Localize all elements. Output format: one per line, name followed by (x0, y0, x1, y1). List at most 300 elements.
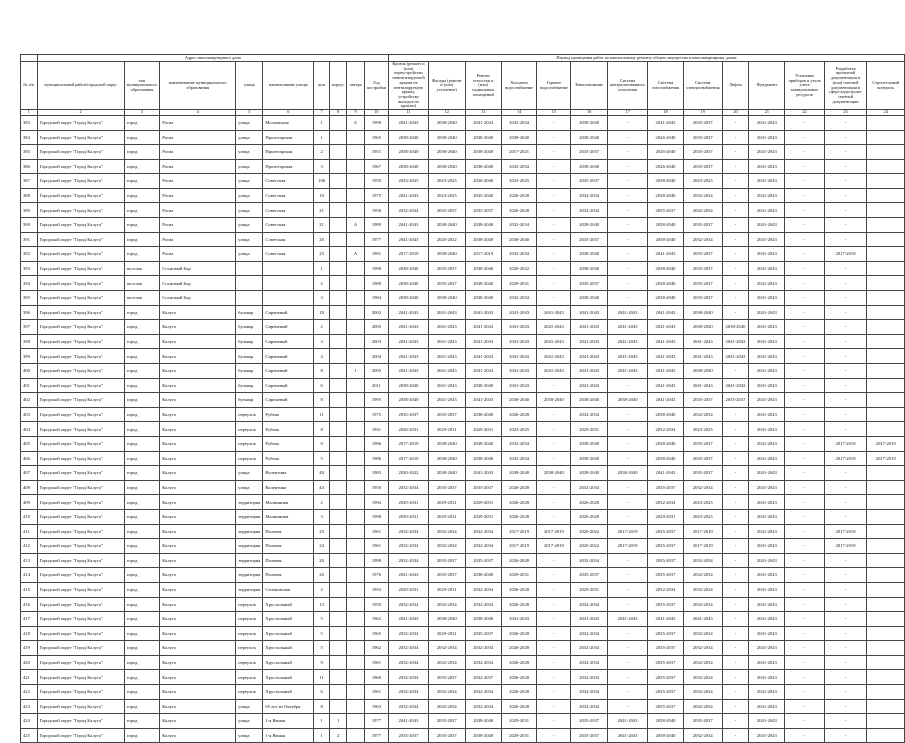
table-cell: 2038-2040 (428, 130, 465, 145)
table-cell: Городской округ "Город Калуга" (37, 582, 124, 597)
table-cell (347, 334, 364, 349)
table-cell: переулок (236, 626, 263, 641)
table-cell: переулок (236, 670, 263, 685)
table-cell: Калуга (160, 582, 236, 597)
table-cell: 2026-2028 (501, 480, 537, 495)
table-cell: 2041-2043 (389, 612, 429, 627)
table-cell: Городской округ "Город Калуга" (37, 655, 124, 670)
table-cell: - (824, 612, 867, 627)
table-cell: переулок (236, 407, 263, 422)
table-cell: 2038-2040 (648, 261, 684, 276)
table-cell (867, 422, 905, 437)
table-cell: 410 (21, 509, 38, 524)
table-cell: - (824, 597, 867, 612)
table-cell: 13 (314, 597, 330, 612)
table-cell: - (824, 699, 867, 714)
table-cell: - (824, 553, 867, 568)
table-cell: Городской округ "Город Калуга" (37, 305, 124, 320)
table-cell: - (537, 130, 571, 145)
table-cell: город (124, 466, 160, 481)
table-cell (867, 626, 905, 641)
column-header: Строительный контроль (867, 62, 905, 110)
table-cell: 2041-2043 (648, 349, 684, 364)
table-cell: 2035-2037 (428, 568, 465, 583)
table-cell: - (537, 174, 571, 189)
table-cell: территория (236, 582, 263, 597)
table-cell: 1961 (364, 539, 388, 554)
table-cell: 2020-2022 (571, 524, 608, 539)
table-cell: 2032-2034 (389, 480, 429, 495)
table-cell: Городской округ "Город Калуга" (37, 466, 124, 481)
table-row (21, 582, 905, 597)
table-cell: 18 (314, 305, 330, 320)
column-header: улица (236, 62, 263, 110)
table-cell: 402 (21, 393, 38, 408)
table-cell: переулок (236, 436, 263, 451)
table-cell: Калуга (160, 349, 236, 364)
table-cell: 8 (314, 699, 330, 714)
table-cell: 2029-2031 (501, 728, 537, 743)
table-cell: город (124, 320, 160, 335)
table-cell: 2035-2037 (389, 728, 429, 743)
table-cell: 2038-2040 (571, 115, 608, 130)
table-cell: 2032-2034 (683, 626, 722, 641)
table-cell: 2041-2043 (749, 364, 785, 379)
table-cell: - (537, 218, 571, 233)
table-cell: 2017-2019 (465, 247, 501, 262)
table-cell: 2041-2043 (648, 320, 684, 335)
table-cell: город (124, 407, 160, 422)
table-cell (347, 480, 364, 495)
table-cell: поселок (124, 291, 160, 306)
table-cell: Калуга (160, 509, 236, 524)
table-cell: 2026-2028 (501, 655, 537, 670)
table-cell: город (124, 364, 160, 379)
table-cell: - (785, 232, 824, 247)
table-cell: 1 (347, 364, 364, 379)
table-cell: Калуга (160, 407, 236, 422)
table-cell: 2038-2040 (607, 393, 647, 408)
table-cell: 2041-2043 (749, 159, 785, 174)
table-cell: - (785, 539, 824, 554)
table-cell: 2035-2037 (648, 553, 684, 568)
column-header: наименование улицы (263, 62, 314, 110)
table-cell: - (722, 626, 749, 641)
table-cell: 2041-2043 (389, 305, 429, 320)
table-cell (347, 524, 364, 539)
table-cell: - (722, 305, 749, 320)
table-cell (329, 553, 347, 568)
table-cell: 2041-2043 (428, 378, 465, 393)
table-row (21, 203, 905, 218)
table-cell: - (785, 159, 824, 174)
table-cell: 2041-2043 (537, 349, 571, 364)
table-cell (347, 714, 364, 729)
table-cell: - (537, 612, 571, 627)
table-row (21, 714, 905, 729)
table-cell: - (824, 480, 867, 495)
column-number: 2 (37, 110, 124, 116)
table-cell: 2041-2043 (749, 203, 785, 218)
table-cell: 2032-2034 (683, 699, 722, 714)
table-cell: переулок (236, 422, 263, 437)
column-number: 19 (683, 110, 722, 116)
table-cell: 2038-2040 (501, 393, 537, 408)
table-cell: 2035-2037 (571, 232, 608, 247)
table-cell: - (607, 174, 647, 189)
table-cell: - (722, 291, 749, 306)
table-cell: 1986 (364, 436, 388, 451)
table-cell: 2038-2040 (571, 451, 608, 466)
column-header: корпус (329, 62, 347, 110)
table-cell (867, 130, 905, 145)
table-cell: 2032-2034 (465, 597, 501, 612)
table-cell: 2032-2034 (571, 407, 608, 422)
table-cell: 2041-2043 (749, 597, 785, 612)
table-cell: 2032-2034 (428, 641, 465, 656)
table-cell (867, 305, 905, 320)
table-cell: 2035-2037 (648, 641, 684, 656)
table-cell: - (824, 714, 867, 729)
table-cell: 2032-2034 (428, 685, 465, 700)
table-cell: 1931 (364, 422, 388, 437)
table-cell: 2 (314, 276, 330, 291)
table-cell: 2041-2043 (648, 305, 684, 320)
table-cell: Росва (160, 145, 236, 160)
table-cell: 2038-2040 (428, 145, 465, 160)
column-number: 3 (124, 110, 160, 116)
table-cell: 423 (21, 699, 38, 714)
table-cell: 2035-2037 (648, 568, 684, 583)
column-header: Горячее водоснабжение (537, 62, 571, 110)
table-cell: - (785, 203, 824, 218)
table-cell: 2041-2043 (648, 334, 684, 349)
table-cell: - (824, 422, 867, 437)
table-cell: 2041-2043 (749, 714, 785, 729)
table-cell: - (537, 407, 571, 422)
table-cell: 1989 (364, 218, 388, 233)
table-cell: Городской округ "Город Калуга" (37, 714, 124, 729)
table-cell: Городской округ "Город Калуга" (37, 218, 124, 233)
table-cell: 2038-2040 (465, 378, 501, 393)
table-cell: 2 (314, 495, 330, 510)
table-cell: 2032-2034 (683, 407, 722, 422)
column-header: Ремонт отмостки и (или) подвальных помещений (465, 62, 501, 110)
table-row (21, 495, 905, 510)
table-cell: 9 (314, 655, 330, 670)
table-cell: 2029-2031 (571, 422, 608, 437)
table-cell: - (824, 218, 867, 233)
table-cell: - (537, 203, 571, 218)
table-cell: 2026-2028 (501, 699, 537, 714)
table-cell: 2032-2034 (683, 203, 722, 218)
table-cell: 1975 (364, 407, 388, 422)
table-cell: Городской округ "Город Калуга" (37, 145, 124, 160)
table-cell: 2041-2043 (428, 305, 465, 320)
table-cell: 1995 (364, 393, 388, 408)
column-header: наименование муниципального образования (160, 62, 236, 110)
table-cell: 391 (21, 232, 38, 247)
table-cell: 1998 (364, 509, 388, 524)
table-cell (347, 276, 364, 291)
table-cell: 1950 (364, 480, 388, 495)
table-cell: улица (236, 232, 263, 247)
table-cell: 2038-2040 (571, 159, 608, 174)
table-cell (236, 276, 263, 291)
table-cell: - (785, 626, 824, 641)
table-cell (867, 276, 905, 291)
table-cell: Росва (160, 115, 236, 130)
table-cell: 2032-2034 (501, 247, 537, 262)
column-number: 9 (347, 110, 364, 116)
table-cell: - (785, 364, 824, 379)
table-cell: 2035-2037 (683, 291, 722, 306)
table-cell: 2041-2043 (749, 320, 785, 335)
table-cell (867, 407, 905, 422)
table-cell: 2002 (364, 305, 388, 320)
column-number: 16 (571, 110, 608, 116)
table-cell (329, 334, 347, 349)
table-cell: 2041-2043 (607, 320, 647, 335)
table-cell: Пролетарская (263, 145, 314, 160)
table-cell: - (537, 451, 571, 466)
table-cell: 1 (329, 714, 347, 729)
table-cell: 2026-2028 (501, 597, 537, 612)
table-cell: 2041-2043 (749, 174, 785, 189)
table-cell: 2029-2031 (465, 495, 501, 510)
table-cell: - (607, 685, 647, 700)
table-cell: - (607, 218, 647, 233)
table-cell: 2041-2043 (389, 714, 429, 729)
table-cell: 2038-2040 (648, 407, 684, 422)
table-cell: А (347, 247, 364, 262)
table-row (21, 130, 905, 145)
table-cell (867, 539, 905, 554)
table-cell: Калуга (160, 495, 236, 510)
table-cell: - (824, 509, 867, 524)
table-cell: 2041-2043 (501, 305, 537, 320)
table-cell: - (824, 145, 867, 160)
table-cell: 2032-2034 (571, 670, 608, 685)
table-cell: бульвар (236, 305, 263, 320)
table-cell: - (785, 612, 824, 627)
table-cell: 2020-2022 (428, 232, 465, 247)
table-cell: 2041-2043 (749, 568, 785, 583)
table-cell: 5 (314, 626, 330, 641)
table-cell: Сиреневый (263, 305, 314, 320)
table-cell: - (785, 218, 824, 233)
table-cell: 2032-2034 (683, 582, 722, 597)
table-cell: 1967 (364, 159, 388, 174)
column-header: Холодное водоснабжение (501, 62, 537, 110)
table-cell: Городской округ "Город Калуга" (37, 641, 124, 656)
table-cell: 2032-2034 (571, 655, 608, 670)
table-cell: 1962 (364, 612, 388, 627)
table-cell: 2041-2043 (607, 349, 647, 364)
table-cell: 2026-2040 (648, 130, 684, 145)
table-row (21, 145, 905, 160)
table-cell: 65 лет из Октября (263, 699, 314, 714)
header-blank-cell (21, 55, 38, 62)
table-cell: - (722, 670, 749, 685)
table-cell (329, 247, 347, 262)
table-cell: 2038-2040 (648, 174, 684, 189)
table-row (21, 378, 905, 393)
table-cell: улица (236, 130, 263, 145)
table-cell: - (537, 115, 571, 130)
table-cell (329, 145, 347, 160)
table-cell: 425 (21, 728, 38, 743)
table-cell: город (124, 378, 160, 393)
table-cell: улица (236, 115, 263, 130)
table-cell: Городской округ "Город Калуга" (37, 276, 124, 291)
table-cell: 2023-2025 (428, 174, 465, 189)
table-cell: - (785, 582, 824, 597)
table-cell: 2041-2043 (648, 115, 684, 130)
table-cell: - (785, 685, 824, 700)
table-cell (236, 291, 263, 306)
table-cell (867, 641, 905, 656)
table-cell: - (607, 641, 647, 656)
table-cell: 2032-2034 (683, 232, 722, 247)
table-cell: - (607, 203, 647, 218)
table-cell: город (124, 480, 160, 495)
table-cell: 2041-2043 (749, 728, 785, 743)
table-cell: 2026-2028 (501, 641, 537, 656)
table-cell: бульвар (236, 364, 263, 379)
table-cell: 419 (21, 641, 38, 656)
table-cell: - (607, 509, 647, 524)
table-cell: переулок (236, 641, 263, 656)
table-cell (867, 480, 905, 495)
table-cell: - (824, 203, 867, 218)
table-cell: - (722, 655, 749, 670)
table-cell: - (607, 436, 647, 451)
table-cell: 2035-2037 (683, 436, 722, 451)
table-cell: 2041-2043 (465, 320, 501, 335)
table-cell: 2038-2040 (389, 378, 429, 393)
table-cell: Росва (160, 203, 236, 218)
table-cell: 1963 (364, 699, 388, 714)
table-cell: 397 (21, 320, 38, 335)
table-cell: Пролетарская (263, 159, 314, 174)
table-cell: - (785, 699, 824, 714)
table-cell: 1976 (364, 568, 388, 583)
table-cell: 2038-2040 (571, 393, 608, 408)
table-cell: 2041-2043 (749, 218, 785, 233)
table-cell: 2041-2043 (501, 364, 537, 379)
table-cell: 2041-2043 (749, 291, 785, 306)
table-cell: 1 (314, 261, 330, 276)
table-cell: 2017-2019 (389, 247, 429, 262)
table-cell: 2035-2037 (683, 130, 722, 145)
table-cell (347, 407, 364, 422)
table-cell (329, 276, 347, 291)
table-cell: 2017-2019 (824, 539, 867, 554)
table-cell (867, 582, 905, 597)
table-cell: - (607, 451, 647, 466)
table-cell (347, 626, 364, 641)
table-cell: - (722, 699, 749, 714)
table-cell (263, 261, 314, 276)
table-cell: 2035-2037 (683, 218, 722, 233)
table-cell: 2041-2043 (465, 115, 501, 130)
table-cell: 2029-2031 (428, 509, 465, 524)
table-cell: - (785, 670, 824, 685)
table-cell (347, 159, 364, 174)
table-cell: 2041-2043 (501, 378, 537, 393)
table-cell (347, 612, 364, 627)
table-cell: 2035-2037 (683, 276, 722, 291)
table-cell (329, 466, 347, 481)
table-cell: 11 (314, 407, 330, 422)
table-cell: город (124, 115, 160, 130)
table-cell: 2032-2034 (465, 655, 501, 670)
table-cell: 2026-2028 (501, 188, 537, 203)
table-cell: 2035-2037 (683, 247, 722, 262)
table-cell: 2041-2043 (749, 685, 785, 700)
table-cell: - (824, 276, 867, 291)
table-cell: город (124, 203, 160, 218)
table-cell: - (537, 699, 571, 714)
table-cell: Рубена (263, 407, 314, 422)
table-cell: 2035-2037 (428, 203, 465, 218)
table-cell: 2041-2043 (749, 276, 785, 291)
table-cell: Росва (160, 174, 236, 189)
column-header: дом (314, 62, 330, 110)
table-cell: 1984 (364, 291, 388, 306)
table-cell (329, 174, 347, 189)
table-cell: 2038-2040 (389, 276, 429, 291)
table-cell: 2032-2034 (501, 291, 537, 306)
table-cell: 2020-2022 (501, 261, 537, 276)
table-cell: 2035-2037 (683, 261, 722, 276)
table-cell: - (537, 714, 571, 729)
table-cell: - (722, 159, 749, 174)
table-cell: переулок (236, 685, 263, 700)
table-cell: 24 (314, 539, 330, 554)
table-cell: 2041-2043 (683, 334, 722, 349)
table-cell: - (537, 641, 571, 656)
table-cell: Городской округ "Город Калуга" (37, 378, 124, 393)
table-cell: - (537, 436, 571, 451)
table-cell: 2041-2043 (501, 334, 537, 349)
table-cell: 2038-2040 (648, 188, 684, 203)
table-cell: 2041-2043 (749, 539, 785, 554)
table-cell: территория (236, 539, 263, 554)
table-cell: 2041-2043 (607, 728, 647, 743)
table-cell: 2029-2031 (465, 422, 501, 437)
table-cell: 2038-2040 (465, 261, 501, 276)
table-cell: 40 (314, 466, 330, 481)
table-cell (329, 436, 347, 451)
table-cell: 2041-2043 (428, 393, 465, 408)
table-cell: переулок (236, 655, 263, 670)
table-cell: 2041-2043 (683, 378, 722, 393)
table-cell: 2038-2040 (648, 218, 684, 233)
table-cell: 2026-2028 (501, 495, 537, 510)
table-cell: 1977 (364, 232, 388, 247)
table-cell: 1950 (364, 597, 388, 612)
table-cell (867, 378, 905, 393)
table-cell: 2041-2043 (607, 612, 647, 627)
table-cell (329, 218, 347, 233)
table-cell: 2004 (364, 349, 388, 364)
table-row (21, 612, 905, 627)
table-cell: 44 (314, 480, 330, 495)
table-cell (347, 597, 364, 612)
column-header: Система централизованного отопления (607, 62, 647, 110)
